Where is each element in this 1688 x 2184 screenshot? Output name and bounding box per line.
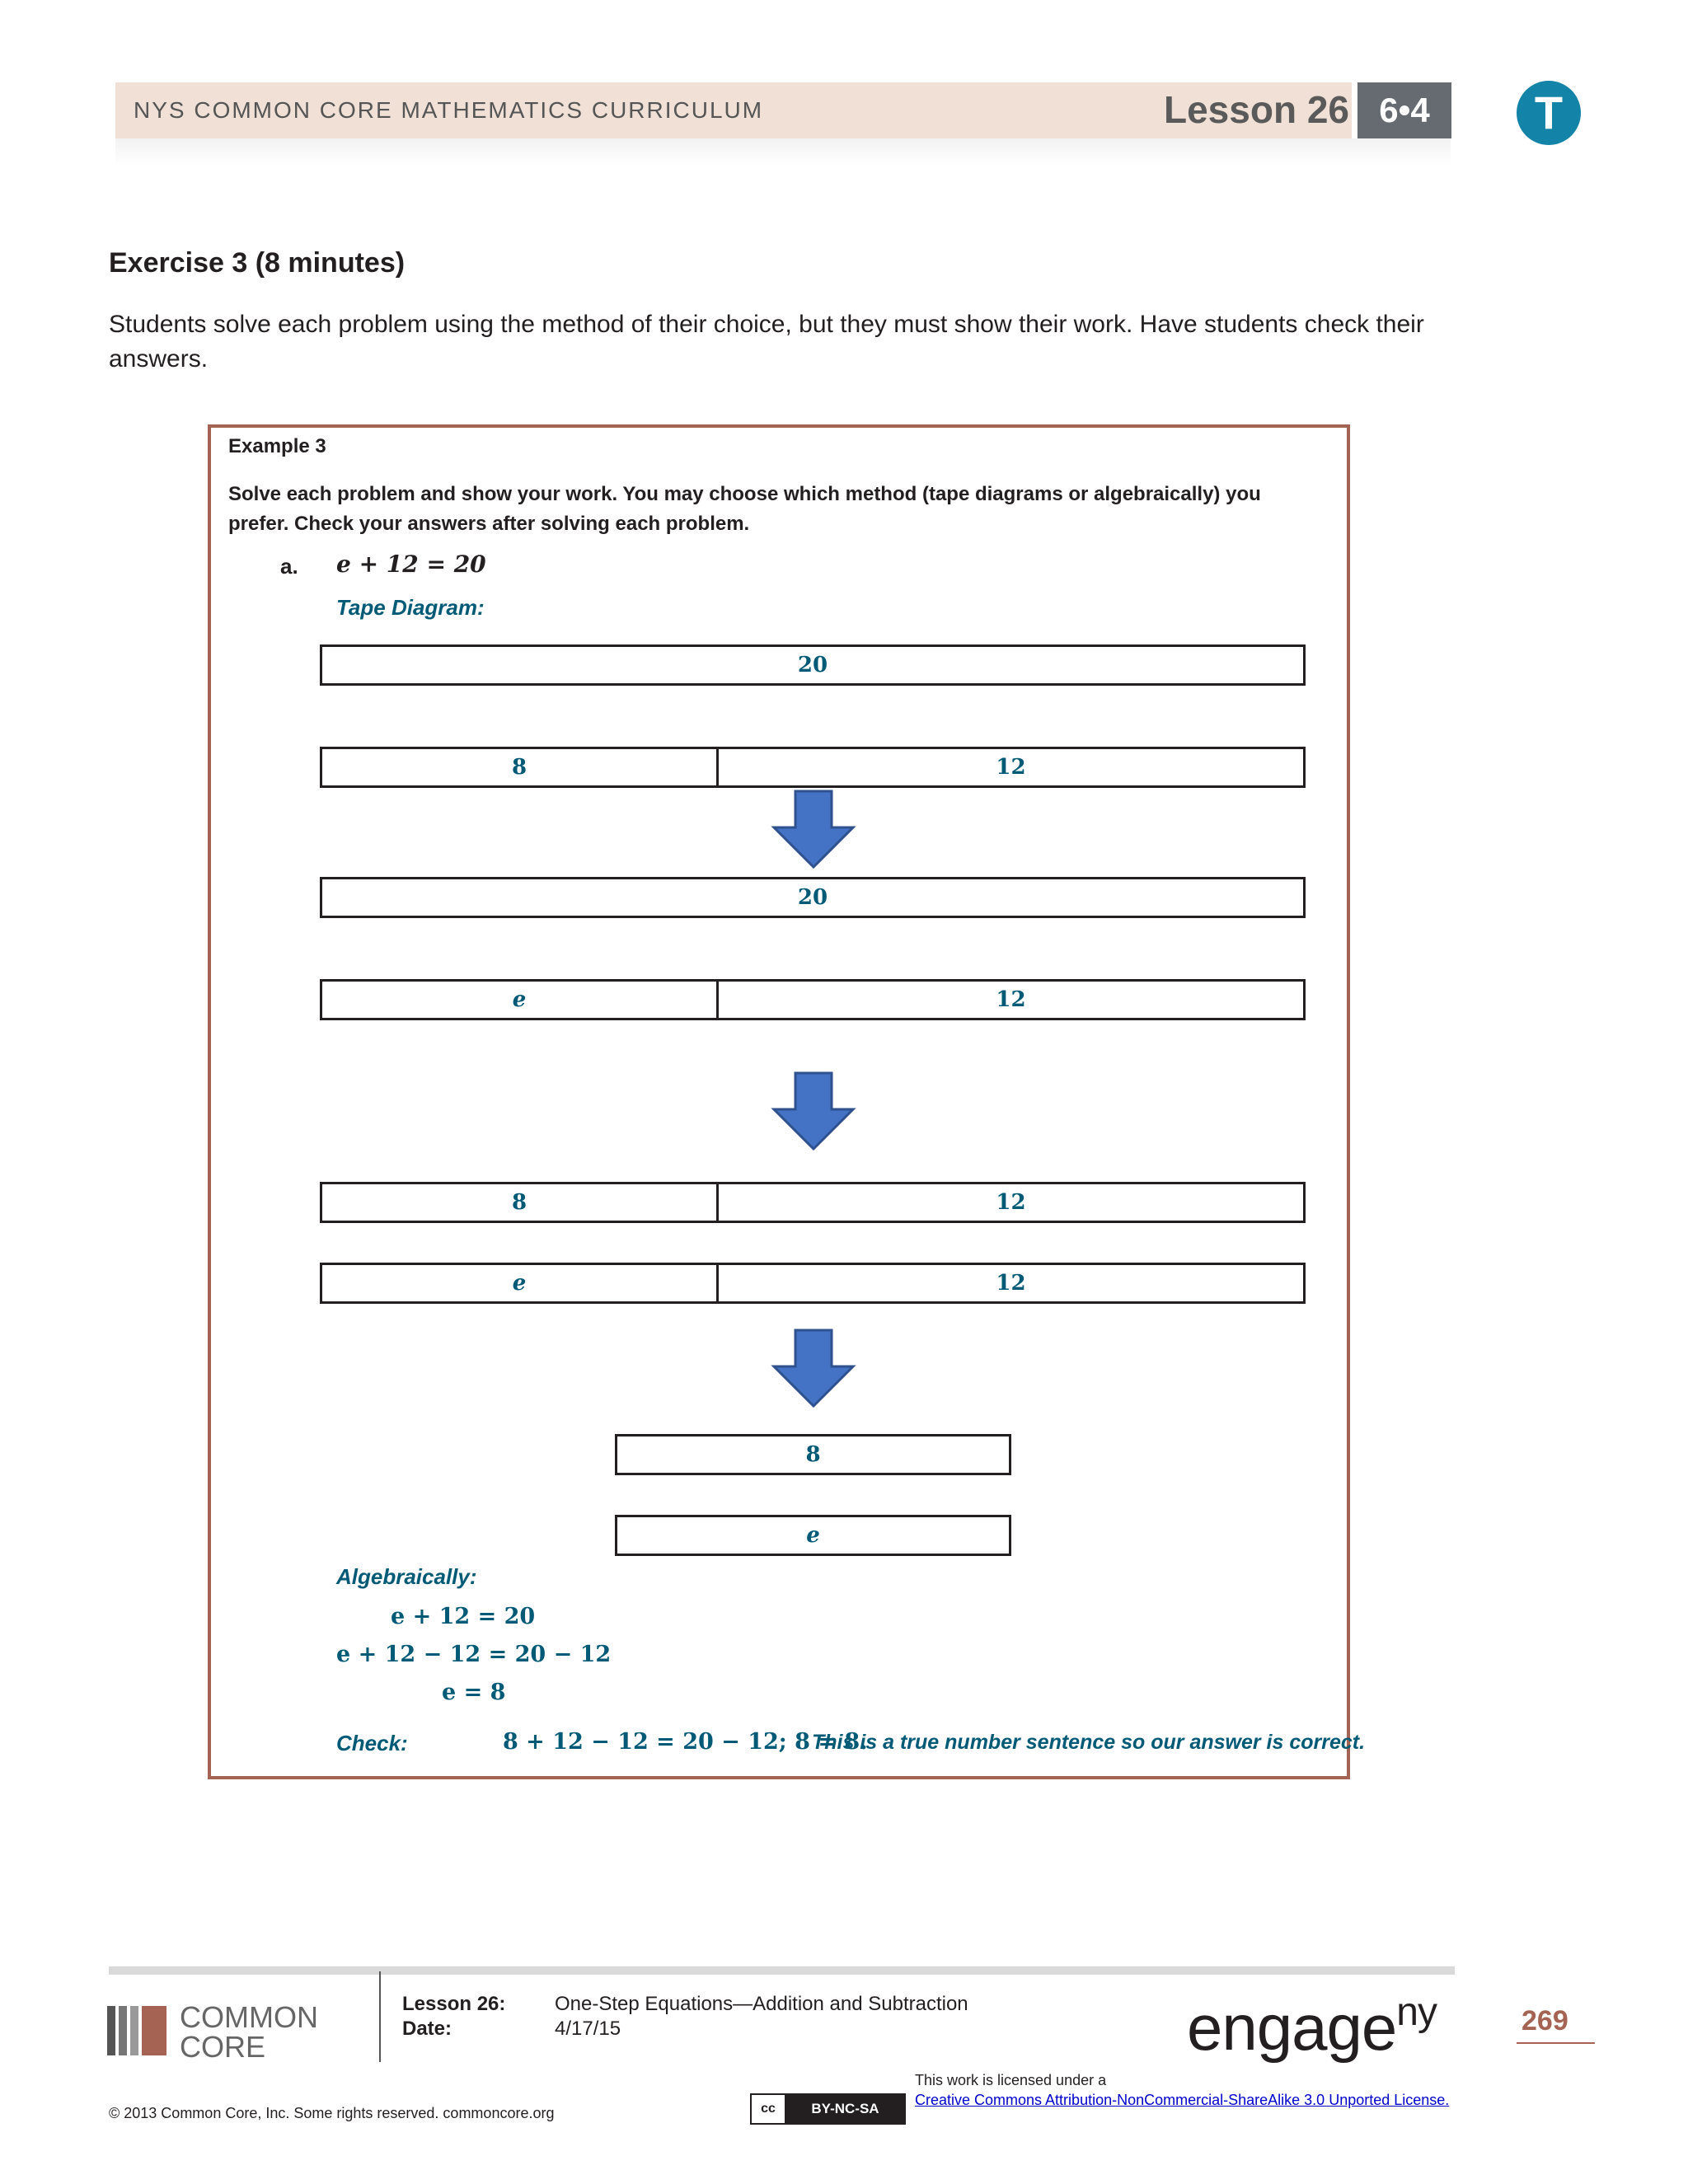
- tape-label: 8: [511, 1190, 528, 1215]
- footer-lesson-title: One-Step Equations—Addition and Subtraction: [555, 1993, 968, 2015]
- license-link[interactable]: Creative Commons Attribution-NonCommercial-ShareAlike 3.0 Unported License.: [915, 2092, 1450, 2108]
- check-equation: 8 + 12 − 12 = 20 − 12; 8 = 8.: [503, 1729, 868, 1755]
- engage-sup: ny: [1396, 1990, 1437, 2034]
- down-arrow-icon: [771, 1071, 856, 1151]
- logo-text-common: COMMON: [180, 2000, 318, 2034]
- exercise-title: Exercise 3 (8 minutes): [109, 247, 406, 279]
- teacher-badge: T: [1517, 81, 1581, 145]
- common-core-logo: [107, 1998, 354, 2064]
- page-number: 269: [1522, 2005, 1568, 2036]
- tape-label: 8: [805, 1442, 821, 1467]
- algebra-line: e + 12 − 12 = 20 − 12: [336, 1642, 612, 1667]
- tape-label: 12: [716, 749, 1303, 785]
- tape-label: e: [512, 1271, 527, 1296]
- grade-module-badge: 6•4: [1357, 82, 1451, 138]
- check-label: Check:: [336, 1731, 408, 1755]
- tape-whole-20: [320, 644, 1306, 686]
- footer-date-value: 4/17/15: [555, 2018, 621, 2040]
- tape-label: 12: [716, 1265, 1303, 1301]
- license-badge-text: BY-NC-SA: [786, 2095, 904, 2123]
- tape-label: e: [512, 987, 527, 1012]
- footer-date-label: Date:: [402, 2018, 452, 2040]
- down-arrow-icon: [771, 1329, 856, 1408]
- footer-divider: [109, 1966, 1455, 1975]
- tape-label: 20: [797, 885, 828, 910]
- check-statement: This is a true number sentence so our answer is correct.: [812, 1731, 1366, 1754]
- algebra-heading: Algebraically:: [336, 1564, 477, 1589]
- logo-text-core: CORE: [180, 2030, 266, 2064]
- footer-lesson-label: Lesson 26:: [402, 1993, 506, 2015]
- copyright-notice: © 2013 Common Core, Inc. Some rights reserved. commoncore.org: [109, 2105, 555, 2121]
- tape-parts-8-12: [320, 1182, 1306, 1223]
- down-arrow-icon: [771, 790, 856, 869]
- tape-label: 12: [716, 982, 1303, 1018]
- tape-whole-20: [320, 877, 1306, 918]
- tape-diagram-heading: Tape Diagram:: [336, 595, 485, 620]
- header-shadow: [115, 138, 1451, 166]
- tape-label: 20: [797, 653, 828, 677]
- footer-separator: [379, 1971, 381, 2062]
- tape-result-e: [615, 1515, 1011, 1556]
- tape-result-8: [615, 1434, 1011, 1475]
- cc-license-badge: [750, 2093, 906, 2125]
- example-instructions: Solve each problem and show your work. You may choose which method (tape diagrams or algebraically) you prefer. Check your answers after solving each problem.: [228, 483, 1261, 535]
- algebra-line: e + 12 = 20: [391, 1604, 536, 1629]
- tape-parts-e-12: [320, 979, 1306, 1020]
- algebra-line: e = 8: [442, 1680, 506, 1705]
- part-equation: e + 12 = 20: [336, 551, 486, 578]
- license-text: This work is licensed under a: [915, 2072, 1107, 2088]
- page-number-underline: [1517, 2042, 1595, 2044]
- engageny-logo: [1187, 1990, 1437, 2065]
- tape-parts-8-12: [320, 747, 1306, 788]
- lesson-title: Lesson 26: [1164, 88, 1349, 131]
- tape-parts-e-12: [320, 1263, 1306, 1304]
- cc-icon: cc: [752, 2095, 786, 2123]
- example-title: Example 3: [228, 435, 326, 457]
- tape-label: e: [806, 1523, 820, 1548]
- tape-label: 8: [511, 755, 528, 780]
- engage-text: engage: [1187, 1991, 1397, 2064]
- exercise-intro: Students solve each problem using the method of their choice, but they must show their work. Have students check their answers.: [109, 311, 1424, 373]
- part-label: a.: [280, 554, 298, 579]
- curriculum-title: NYS COMMON CORE MATHEMATICS CURRICULUM: [134, 97, 764, 123]
- tape-label: 12: [716, 1184, 1303, 1221]
